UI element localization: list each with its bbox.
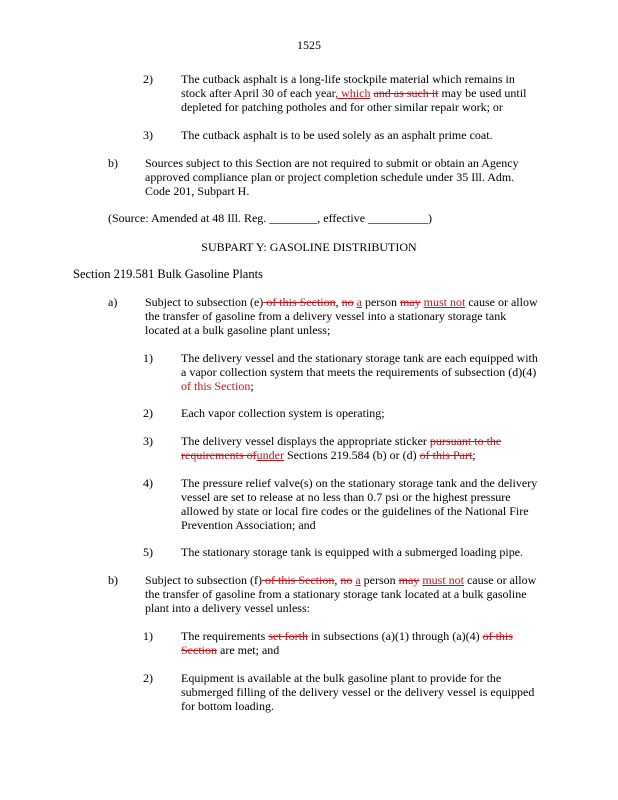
inserted-text: under: [256, 448, 284, 462]
item-top-3-text: [181, 128, 541, 142]
text-run: Each vapor collection system is operating;: [181, 406, 385, 420]
text-run: ;: [250, 379, 254, 393]
item-label: 5): [143, 545, 153, 559]
section-a-item-5-text: [181, 545, 545, 559]
text-run: The stationary storage tank is equipped with a submerged loading pipe.: [181, 545, 524, 559]
text-run: Sections 219.584 (b) or (d): [283, 448, 420, 462]
item-label: 3): [143, 128, 153, 142]
text-run: ,: [334, 573, 341, 587]
item-label: 2): [143, 406, 153, 420]
deleted-text: no: [340, 573, 353, 587]
text-run: ,: [335, 295, 342, 309]
text-run: are met; and: [217, 643, 280, 657]
deleted-text: and as such it: [373, 86, 439, 100]
inserted-text: must not: [422, 573, 464, 587]
section-b-item-2-text: [181, 671, 545, 713]
item-label: 2): [143, 671, 153, 685]
deleted-text: of this Section: [181, 629, 513, 657]
item-b-sources-text: Sources subject to this Section are not required to submit or obtain an Agency approved compliance plan or project completion schedule under 35 Ill. Adm. Code 201, Subpart H.: [145, 156, 519, 198]
item-label: 3): [143, 434, 153, 448]
deleted-text: set forth: [268, 629, 308, 643]
source-note: (Source: Amended at 48 Ill. Reg. ________, effective __________): [108, 211, 433, 225]
text-run: in subsections (a)(1) through (a)(4): [307, 629, 483, 643]
deleted-text: of this Part: [419, 448, 473, 462]
inserted-text: a: [355, 573, 361, 587]
item-label: b): [108, 156, 118, 170]
text-run: cause or allow the transfer of gasoline from a delivery vessel into a stationary storage tank located at a bulk gasoline plant unless;: [145, 295, 538, 337]
section-heading: Section 219.581 Bulk Gasoline Plants: [73, 267, 263, 281]
section-b-item-1-text: [181, 629, 533, 657]
text-run: The requirements: [181, 629, 269, 643]
section-a-item-1-text: [181, 351, 545, 393]
inserted-text: , which: [335, 86, 371, 100]
text-run: Subject to subsection (e): [145, 295, 264, 309]
inserted-text: a: [356, 295, 362, 309]
text-run: person: [361, 295, 400, 309]
inserted-text: must not: [423, 295, 466, 309]
inserted-text: of this Section: [181, 379, 251, 393]
text-run: The delivery vessel and the stationary storage tank are each equipped with a vapor collection system that meets the requirements of subsection (d)(4): [181, 351, 538, 379]
text-run: Equipment is available at the bulk gasoline plant to provide for the submerged filling of the delivery vessel or the delivery vessel is equipped for bottom loading.: [181, 671, 535, 713]
item-label: 2): [143, 72, 153, 86]
page-number: 1525: [297, 38, 321, 52]
deleted-text: of this Section: [263, 295, 336, 309]
section-a-item-3-text: [181, 434, 521, 462]
text-run: The delivery vessel displays the appropriate sticker: [181, 434, 430, 448]
section-a-item-2-text: [181, 406, 545, 420]
section-a-text: [145, 295, 543, 337]
deleted-text: of this Section: [261, 573, 335, 587]
text-run: cause or allow the transfer of gasoline from a stationary storage tank located at a bulk gasoline plant into a delivery vessel unless:: [145, 573, 537, 615]
text-run: may be used until depleted for patching potholes and for other similar repair work; or: [181, 86, 527, 114]
item-label: a): [108, 295, 118, 309]
text-run: The pressure relief valve(s) on the stationary storage tank and the delivery vessel are set to release at no less than 0.7 psi or the highest pressure allowed by state or local fire codes or the guidelines of the National Fire Prevention Association; and: [181, 476, 538, 532]
item-label: b): [108, 573, 118, 587]
deleted-text: pursuant to the requirements of: [181, 434, 502, 462]
deleted-text: no: [341, 295, 354, 309]
item-label: 1): [143, 629, 153, 643]
section-a-item-4-text: [181, 476, 545, 532]
text-run: The cutback asphalt is to be used solely as an asphalt prime coat.: [181, 128, 493, 142]
item-label: 1): [143, 351, 153, 365]
deleted-text: may: [398, 573, 420, 587]
deleted-text: may: [399, 295, 421, 309]
text-run: ;: [472, 448, 476, 462]
text-run: person: [360, 573, 399, 587]
text-run: Subject to subsection (f): [145, 573, 262, 587]
item-top-2-text: [181, 72, 541, 114]
item-label: 4): [143, 476, 153, 490]
subpart-heading: SUBPART Y: GASOLINE DISTRIBUTION: [201, 240, 417, 254]
text-run: The cutback asphalt is a long-life stockpile material which remains in stock after April 30 of each year: [181, 72, 515, 100]
section-b-text: [145, 573, 543, 615]
